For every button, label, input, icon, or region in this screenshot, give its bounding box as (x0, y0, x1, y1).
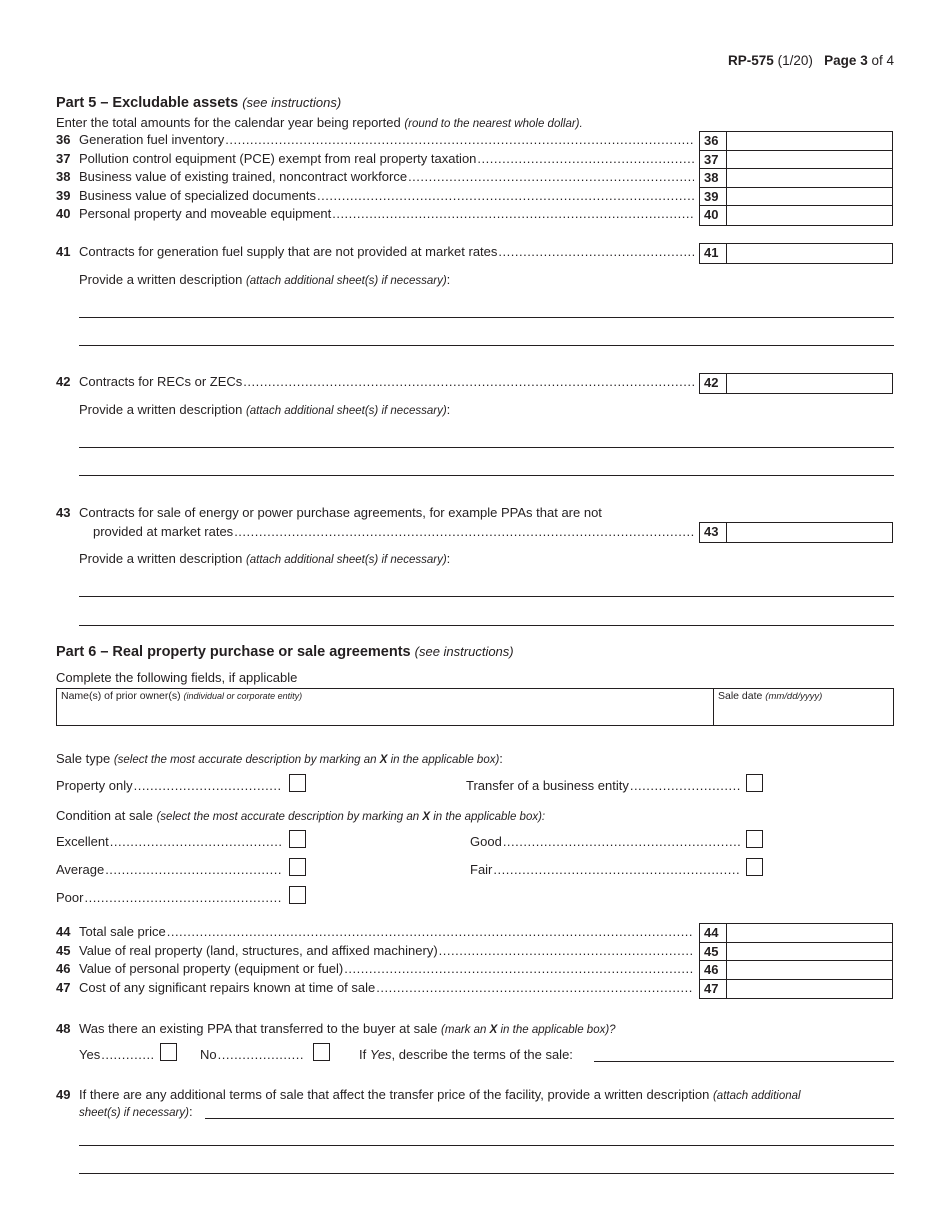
dot-leader (477, 150, 694, 168)
question-48: 48 Was there an existing PPA that transferred to the buyer at sale (mark an X in the applicable box)? (56, 1021, 616, 1036)
line-item (56, 923, 694, 941)
part6-intro: Complete the following fields, if applicable (56, 670, 298, 685)
amount-row (700, 188, 892, 207)
line-42-desc-label: Provide a written description (attach additional sheet(s) if necessary): (79, 402, 451, 417)
part5-title: Part 5 – Excludable assets (see instructions) (56, 95, 342, 111)
line-43-field[interactable] (727, 523, 892, 542)
dot-leader (376, 979, 694, 997)
part5-amount-box (699, 131, 893, 226)
owner-date-box (56, 688, 894, 726)
q48-no-label: No ..... (200, 1046, 305, 1064)
line-label: Generation fuel inventory (79, 132, 225, 147)
line-43-cont: provided at market rates ..... (93, 523, 694, 541)
line-number: 47 (56, 979, 71, 995)
sale-type-label: Sale type (select the most accurate description by marking an X in the applicable box): (56, 751, 503, 766)
line-item (56, 131, 694, 149)
line-label: Pollution control equipment (PCE) exempt from real property taxation (79, 150, 477, 166)
question-49-cont: sheet(s) if necessary) : (79, 1104, 193, 1119)
line-label: Personal property and moveable equipment (79, 206, 332, 221)
box-number: 45 (700, 943, 727, 961)
line-number: 38 (56, 169, 71, 184)
page-total: of 4 (871, 53, 894, 68)
line-42-desc-line[interactable] (79, 475, 894, 476)
dot-leader (439, 942, 694, 960)
box-number: 47 (700, 980, 727, 999)
line-43: 43 Contracts for sale of energy or power purchase agreements, for example PPAs that are not (56, 505, 602, 520)
property-only-checkbox[interactable] (289, 774, 306, 792)
form-id: RP-575 (728, 53, 774, 68)
line-41: 41 Contracts for generation fuel supply that are not provided at market rates ..... (56, 243, 694, 261)
line-label: Business value of existing trained, noncontract workforce (79, 169, 408, 184)
box-number: 36 (700, 132, 727, 150)
q48-no-checkbox[interactable] (313, 1043, 330, 1061)
part5-intro: Enter the total amounts for the calendar year being reported (round to the nearest whole dollar). (56, 115, 583, 130)
amount-row (700, 924, 892, 943)
line-43-desc-line[interactable] (79, 625, 894, 626)
amount-row (700, 151, 892, 170)
form-revision: (1/20) (777, 53, 813, 68)
amount-field[interactable] (727, 206, 892, 225)
amount-row (700, 206, 892, 225)
line-43-desc-line[interactable] (79, 596, 894, 597)
amount-row (700, 961, 892, 980)
q49-desc-line[interactable] (79, 1173, 894, 1174)
box-number: 39 (700, 188, 727, 206)
line-42: 42 Contracts for RECs or ZECs ..... (56, 373, 694, 391)
sale-type-business-transfer: Transfer of a business entity ..... (466, 777, 740, 795)
q49-desc-line[interactable] (79, 1145, 894, 1146)
fair-checkbox[interactable] (746, 858, 763, 876)
condition-label: Condition at sale (select the most accurate description by marking an X in the applicable box): (56, 808, 546, 823)
line-item (56, 960, 694, 978)
line-item (56, 205, 694, 223)
line-item (56, 150, 694, 168)
condition-excellent: Excellent ..... (56, 833, 282, 851)
line-number: 36 (56, 132, 71, 147)
condition-poor: Poor ..... (56, 889, 282, 907)
average-checkbox[interactable] (289, 858, 306, 876)
dot-leader (344, 960, 694, 978)
line-item (56, 187, 694, 205)
line-42-desc-line[interactable] (79, 447, 894, 448)
line-number: 46 (56, 961, 71, 976)
amount-row (700, 169, 892, 188)
page-label: Page (824, 53, 857, 68)
amount-field[interactable] (727, 188, 892, 206)
box-number: 46 (700, 961, 727, 979)
line-number: 45 (56, 942, 71, 958)
line-label: Cost of any significant repairs known at time of sale (79, 979, 376, 995)
line-41-desc-label: Provide a written description (attach additional sheet(s) if necessary): (79, 272, 451, 287)
amount-row (700, 132, 892, 151)
condition-fair: Fair ..... (470, 861, 740, 879)
line-label: Business value of specialized documents (79, 187, 317, 203)
dot-leader (317, 187, 694, 205)
q48-terms-line[interactable] (594, 1061, 894, 1062)
part6-amount-box (699, 923, 893, 999)
business-transfer-checkbox[interactable] (746, 774, 763, 792)
q49-desc-line[interactable] (205, 1118, 894, 1119)
line-item (56, 942, 694, 960)
amount-field[interactable] (727, 151, 892, 169)
line-number: 44 (56, 924, 71, 939)
dot-leader (225, 131, 694, 149)
q48-if-yes-label: If Yes , describe the terms of the sale: (359, 1047, 573, 1062)
box-number: 40 (700, 206, 727, 225)
line-43-box: 43 (699, 522, 893, 543)
line-item (56, 168, 694, 186)
line-43-desc-label: Provide a written description (attach additional sheet(s) if necessary): (79, 551, 451, 566)
excellent-checkbox[interactable] (289, 830, 306, 848)
prior-owner-field[interactable]: Name(s) of prior owner(s) (individual or corporate entity) (61, 690, 303, 702)
box-number: 37 (700, 151, 727, 169)
dot-leader (167, 923, 694, 941)
line-label: Total sale price (79, 924, 166, 939)
dot-leader (408, 168, 694, 186)
part6-title: Part 6 – Real property purchase or sale agreements (see instructions) (56, 644, 514, 660)
page-number: 3 (860, 53, 868, 68)
line-number: 37 (56, 150, 71, 166)
line-41-desc-line[interactable] (79, 317, 894, 318)
line-label: Value of personal property (equipment or fuel) (79, 961, 344, 976)
question-49: 49 If there are any additional terms of sale that affect the transfer price of the facility, provide a written description (attach additional (56, 1087, 801, 1102)
line-41-field[interactable] (727, 244, 892, 263)
condition-average: Average ..... (56, 861, 282, 879)
q48-yes-label: Yes ..... (79, 1046, 153, 1064)
amount-row (700, 943, 892, 962)
box-number: 38 (700, 169, 727, 187)
amount-row (700, 980, 892, 999)
line-42-field[interactable] (727, 374, 892, 393)
sale-type-property-only: Property only ..... (56, 777, 282, 795)
amount-field[interactable] (727, 980, 892, 999)
box-number: 44 (700, 924, 727, 942)
condition-good: Good ..... (470, 833, 740, 851)
line-item (56, 979, 694, 997)
amount-field[interactable] (727, 924, 892, 942)
amount-field[interactable] (727, 943, 892, 961)
amount-field[interactable] (727, 132, 892, 150)
line-number: 40 (56, 206, 71, 221)
line-number: 39 (56, 187, 71, 203)
q48-yes-checkbox[interactable] (160, 1043, 177, 1061)
line-42-box: 42 (699, 373, 893, 394)
page-header (728, 53, 894, 68)
amount-field[interactable] (727, 169, 892, 187)
line-41-desc-line[interactable] (79, 345, 894, 346)
dot-leader (332, 205, 694, 223)
poor-checkbox[interactable] (289, 886, 306, 904)
amount-field[interactable] (727, 961, 892, 979)
sale-date-field[interactable]: Sale date (mm/dd/yyyy) (713, 689, 893, 725)
line-label: Value of real property (land, structures, and affixed machinery) (79, 942, 438, 958)
good-checkbox[interactable] (746, 830, 763, 848)
line-41-box: 41 (699, 243, 893, 264)
